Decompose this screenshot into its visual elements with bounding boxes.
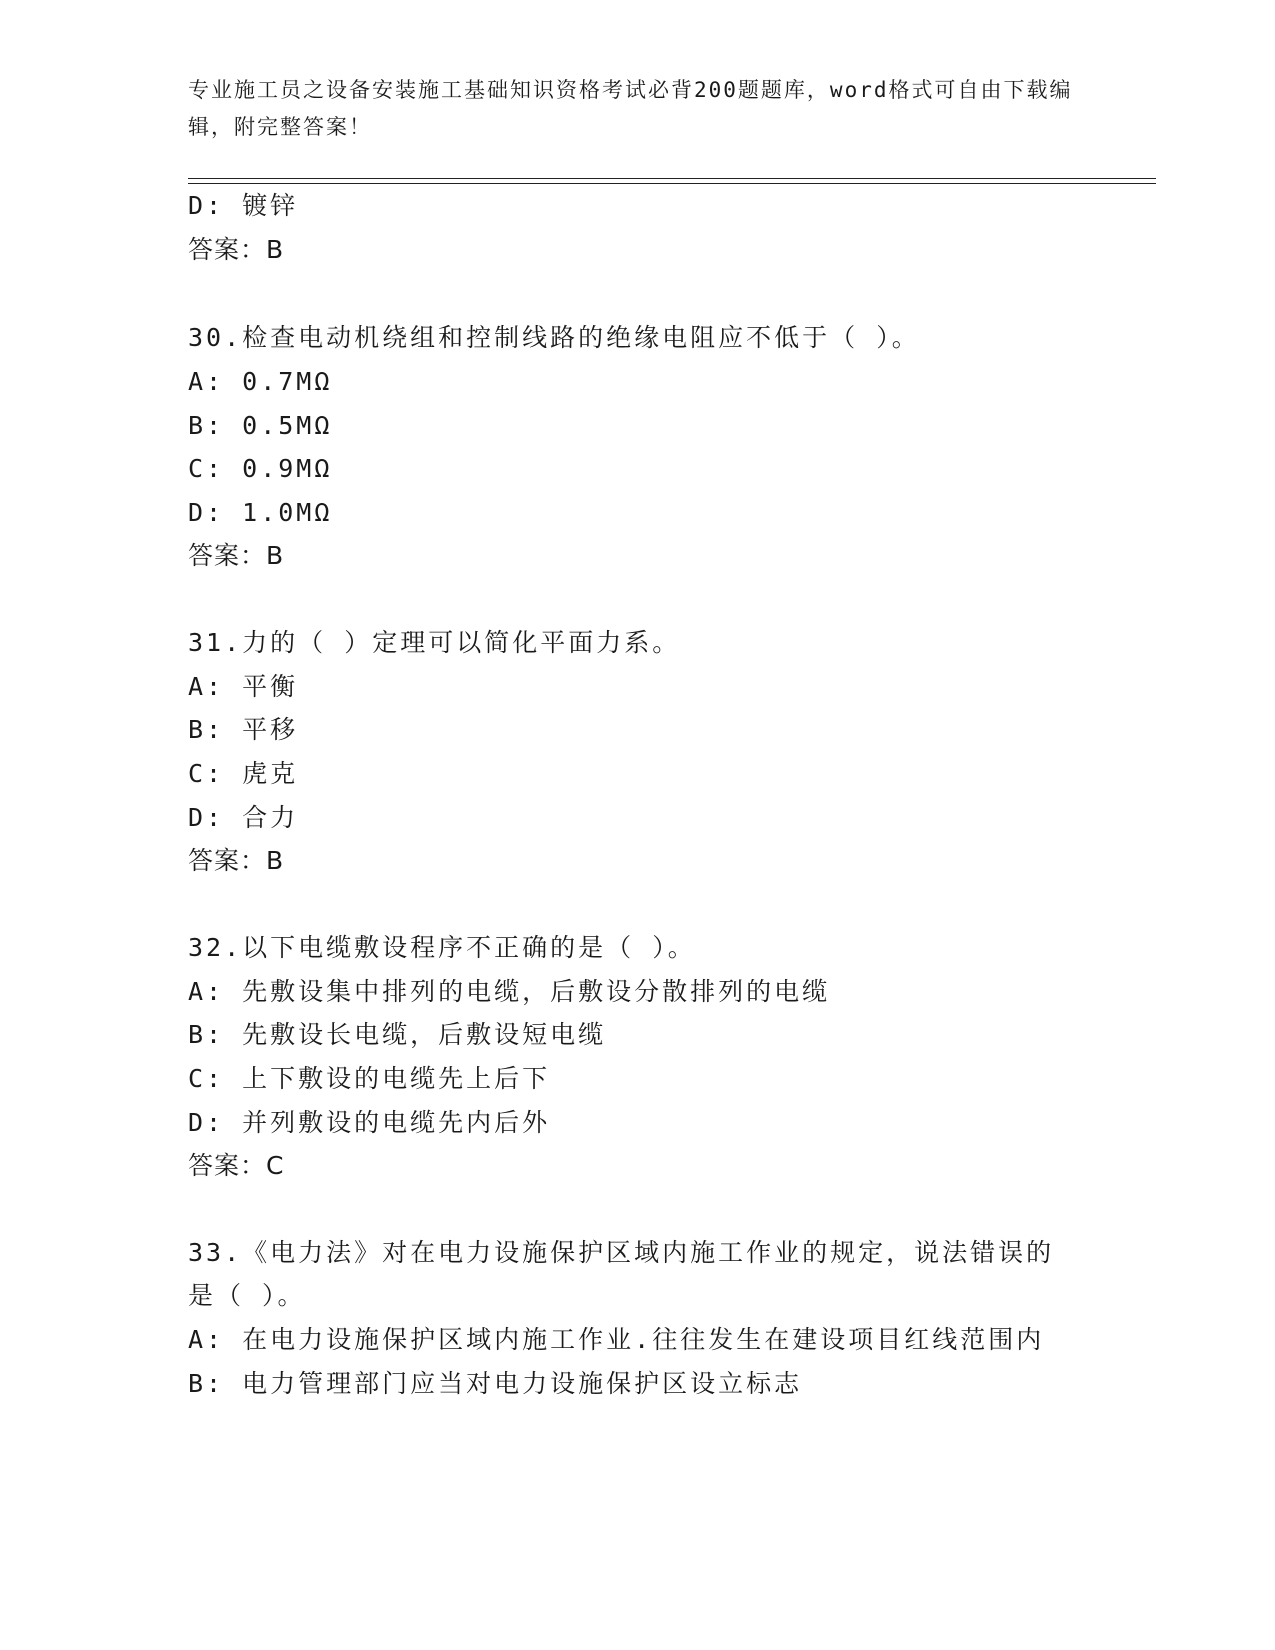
question-33-stem-line1: 33.《电力法》对在电力设施保护区域内施工作业的规定，说法错误的 xyxy=(188,1238,1055,1267)
question-32-option-a: A: 先敷设集中排列的电缆，后敷设分散排列的电缆 xyxy=(188,977,831,1006)
question-32-option-d: D: 并列敷设的电缆先内后外 xyxy=(188,1108,551,1137)
question-30-answer: 答案：B xyxy=(188,541,285,570)
question-31-option-b: B: 平移 xyxy=(188,715,299,744)
document-header: 专业施工员之设备安装施工基础知识资格考试必背200题题库，word格式可自由下载编辑，附完整答案！ xyxy=(188,78,1073,139)
question-31-option-d: D: 合力 xyxy=(188,803,299,832)
question-30-stem: 30.检查电动机绕组和控制线路的绝缘电阻应不低于（ ）。 xyxy=(188,323,920,352)
question-30-option-d: D: 1.0MΩ xyxy=(188,498,333,527)
question-32-answer: 答案：C xyxy=(188,1151,285,1180)
prev-option-d: D: 镀锌 xyxy=(188,191,299,220)
question-33-option-a: A: 在电力设施保护区域内施工作业.往往发生在建设项目红线范围内 xyxy=(188,1325,1045,1354)
header-rule-bottom xyxy=(188,183,1156,184)
question-31-answer: 答案：B xyxy=(188,846,285,875)
question-31-option-c: C: 虎克 xyxy=(188,759,299,788)
question-31-option-a: A: 平衡 xyxy=(188,672,299,701)
question-32-option-b: B: 先敷设长电缆，后敷设短电缆 xyxy=(188,1020,607,1049)
question-30-option-a: A: 0.7MΩ xyxy=(188,367,333,396)
question-30-option-b: B: 0.5MΩ xyxy=(188,411,333,440)
prev-answer: 答案：B xyxy=(188,235,285,264)
question-30-option-c: C: 0.9MΩ xyxy=(188,454,333,483)
question-33-option-b: B: 电力管理部门应当对电力设施保护区设立标志 xyxy=(188,1369,803,1398)
question-31-stem: 31.力的（ ）定理可以简化平面力系。 xyxy=(188,628,681,657)
question-32-option-c: C: 上下敷设的电缆先上后下 xyxy=(188,1064,551,1093)
header-rule-top xyxy=(188,178,1156,179)
question-33-stem-line2: 是（ ）。 xyxy=(188,1281,306,1310)
question-32-stem: 32.以下电缆敷设程序不正确的是（ ）。 xyxy=(188,933,696,962)
